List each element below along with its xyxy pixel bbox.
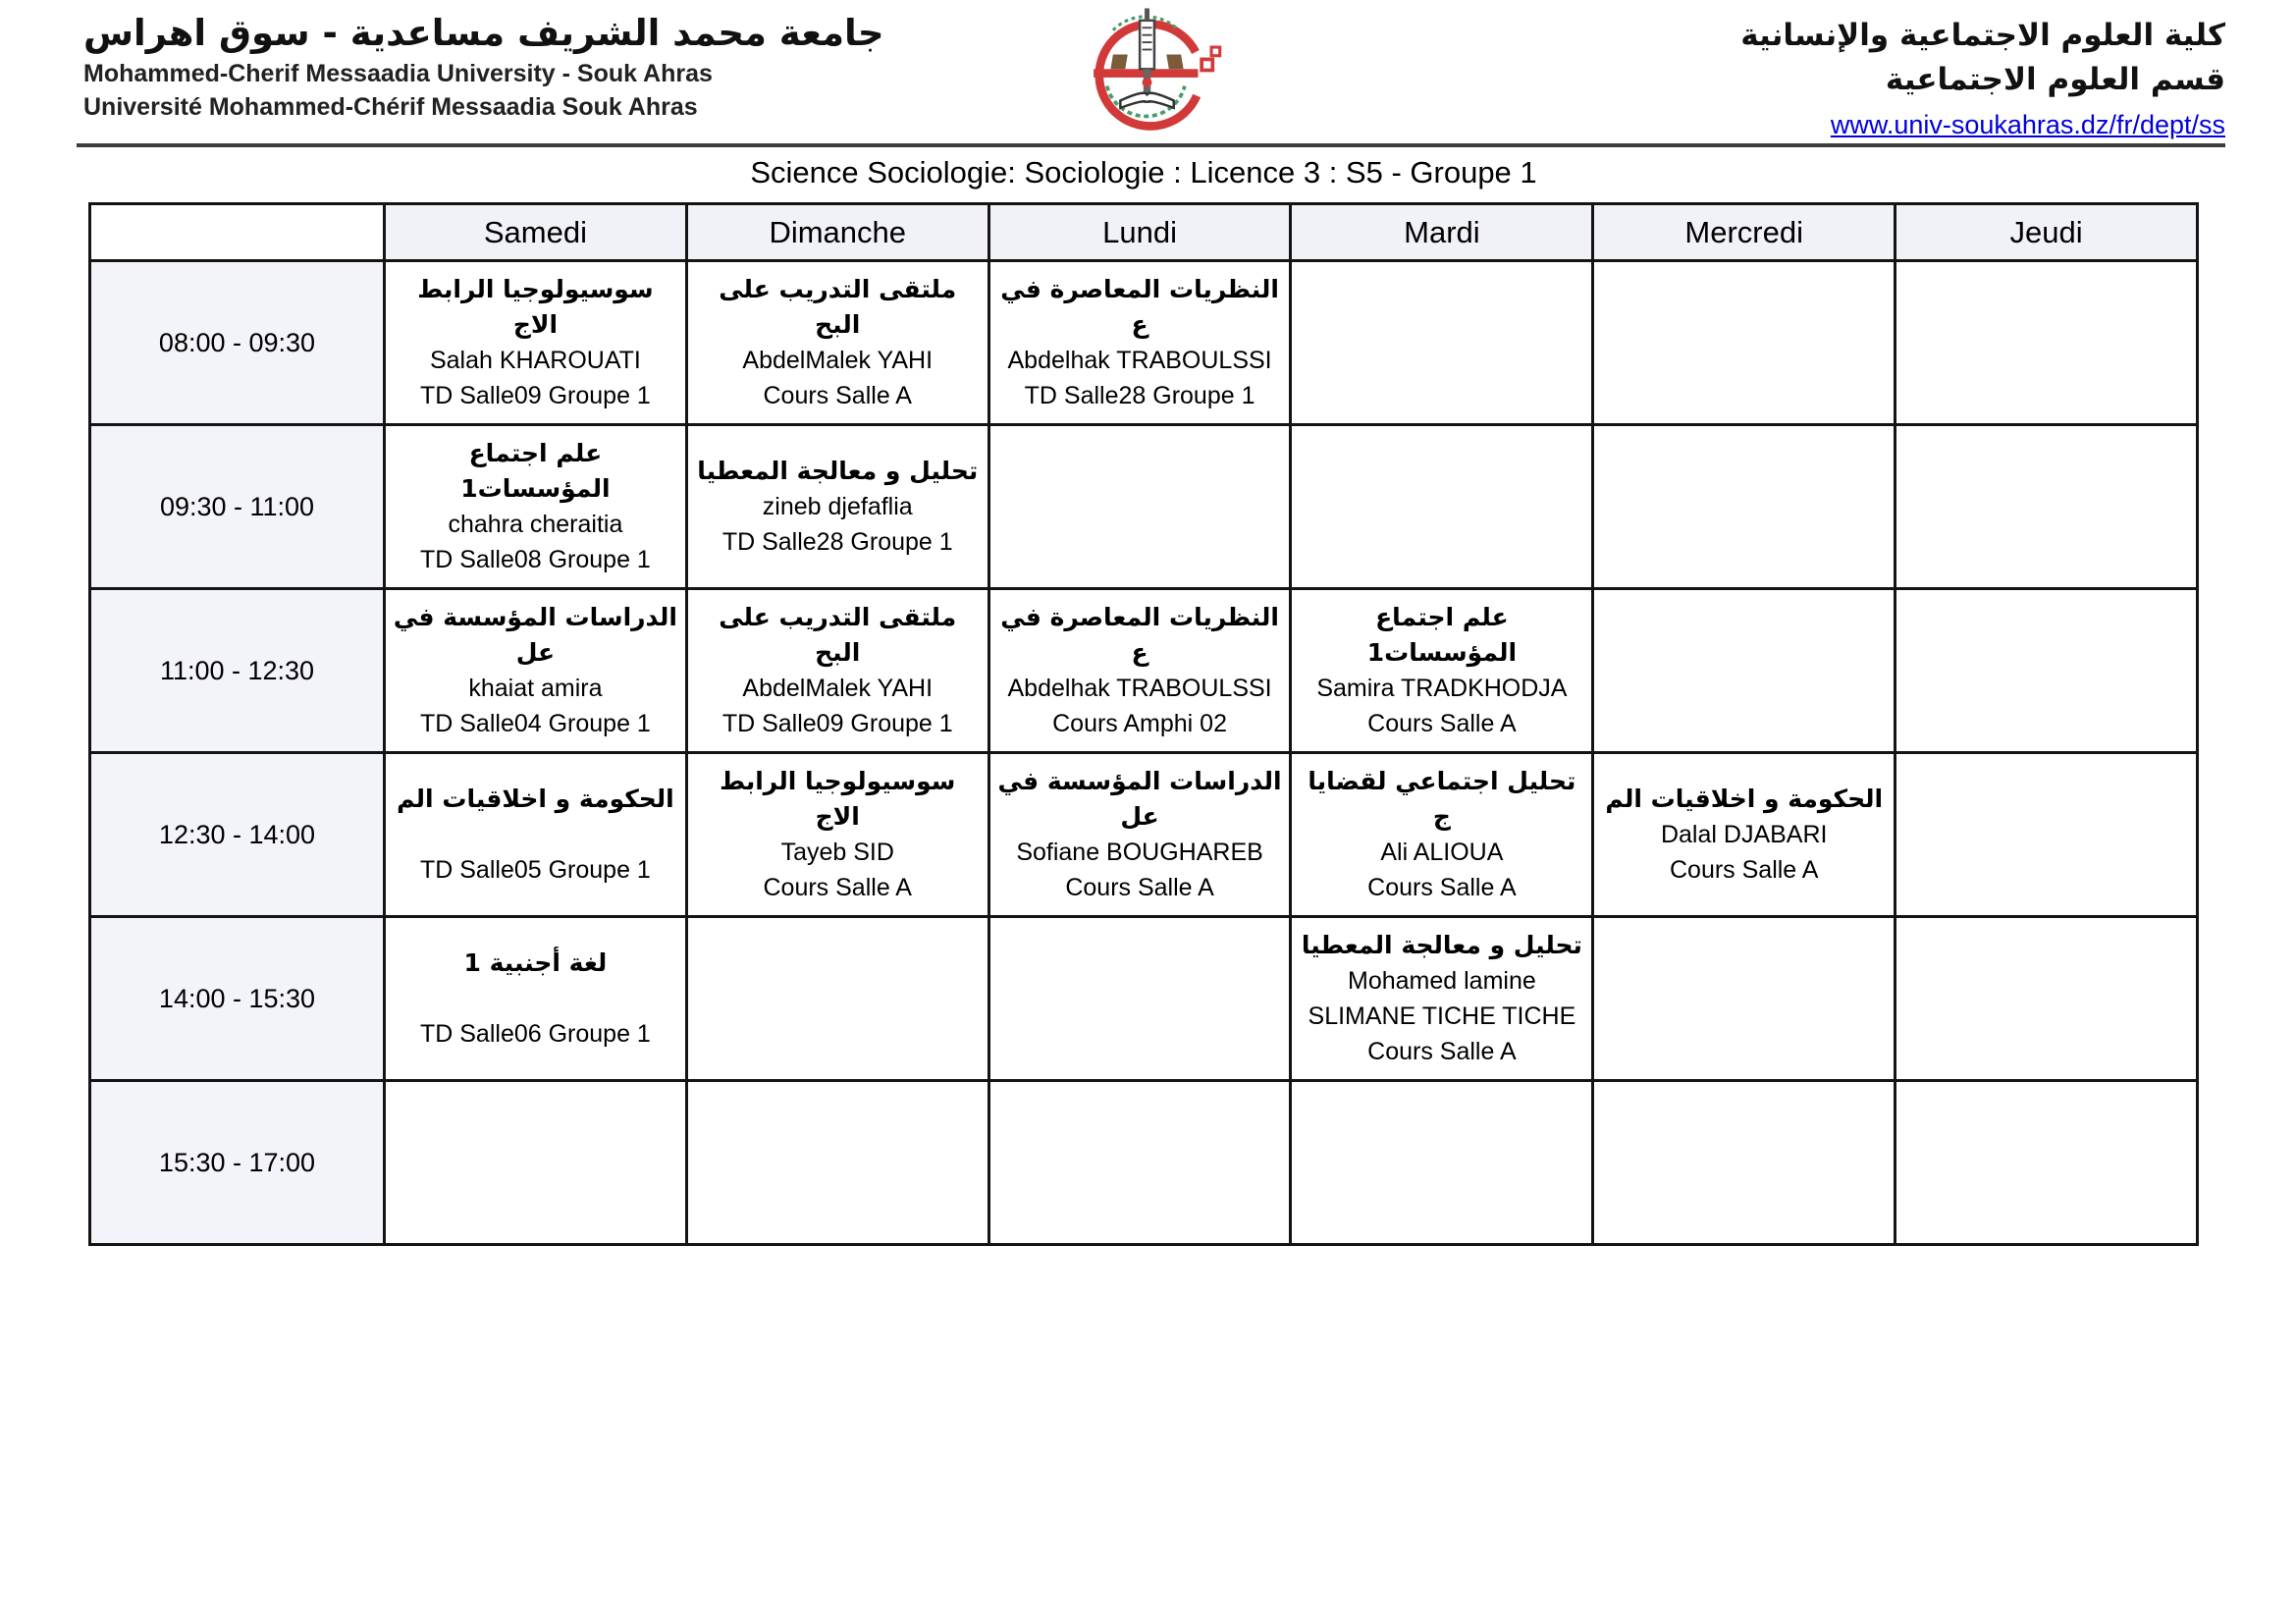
university-name-arabic: جامعة محمد الشريف مساعدية - سوق اهراس xyxy=(83,12,884,54)
timetable-cell-empty xyxy=(988,917,1291,1081)
timetable-row xyxy=(90,917,2198,1081)
timetable-cell-empty xyxy=(1291,425,1593,589)
course-location: TD Salle06 Groupe 1 xyxy=(419,1020,651,1048)
department-name-arabic: قسم العلوم الاجتماعية xyxy=(1885,62,2225,97)
course-teacher: Ali ALIOUA xyxy=(1380,839,1504,866)
course-teacher xyxy=(392,981,679,1016)
timetable-cell-empty xyxy=(1896,261,2198,425)
course-title: تحليل و معالجة المعطيا xyxy=(697,457,979,485)
timetable-cell xyxy=(385,261,687,425)
header-divider xyxy=(77,143,2225,147)
faculty-header-right xyxy=(1740,14,2225,140)
timetable-cell-empty xyxy=(988,1081,1291,1245)
course-teacher: Dalal DJABARI xyxy=(1660,821,1828,848)
timetable-cell-empty xyxy=(1896,917,2198,1081)
timetable-cell-empty xyxy=(1593,917,1896,1081)
course-location: TD Salle05 Groupe 1 xyxy=(419,856,651,884)
timetable-row xyxy=(90,261,2198,425)
course-location: Cours Salle A xyxy=(763,874,912,901)
course-teacher: AbdelMalek YAHI xyxy=(742,347,934,374)
course-title: تحليل و معالجة المعطيا xyxy=(1301,931,1582,959)
course-title: النظريات المعاصرة في ع xyxy=(1000,275,1279,339)
course-title: علم اجتماع المؤسسات1 xyxy=(1366,603,1518,667)
course-title: تحليل اجتماعي لقضايا ج xyxy=(1308,767,1576,831)
course-teacher: Abdelhak TRABOULSSI xyxy=(1007,675,1272,702)
course-title: الحكومة و اخلاقيات الم xyxy=(1605,785,1884,813)
time-slot: 08:00 - 09:30 xyxy=(90,261,385,425)
time-slot: 12:30 - 14:00 xyxy=(90,753,385,917)
timetable-cell-empty xyxy=(988,425,1291,589)
timetable-cell-empty xyxy=(686,917,988,1081)
course-title: الدراسات المؤسسة في عل xyxy=(997,767,1282,831)
course-title: ملتقى التدريب على البح xyxy=(719,603,957,667)
time-slot: 15:30 - 17:00 xyxy=(90,1081,385,1245)
course-teacher: Abdelhak TRABOULSSI xyxy=(1007,347,1272,374)
course-teacher: SLIMANE TICHE TICHE xyxy=(1308,1002,1576,1030)
course-location: Cours Salle A xyxy=(1065,874,1214,901)
course-teacher: Salah KHAROUATI xyxy=(429,347,641,374)
timetable-cell-empty xyxy=(1291,261,1593,425)
timetable-body xyxy=(90,261,2198,1245)
university-name-french: Université Mohammed-Chérif Messaadia Souk Ahras xyxy=(83,93,698,121)
course-teacher: Sofiane BOUGHAREB xyxy=(1016,839,1263,866)
timetable-cell xyxy=(385,589,687,753)
university-name-english: Mohammed-Cherif Messaadia University - Souk Ahras xyxy=(83,60,713,87)
day-header-samedi: Samedi xyxy=(385,204,687,261)
timetable-cell-empty xyxy=(1593,1081,1896,1245)
course-title: الحكومة و اخلاقيات الم xyxy=(397,785,674,813)
course-teacher: chahra cheraitia xyxy=(448,511,623,538)
timetable-row xyxy=(90,425,2198,589)
timetable-cell xyxy=(1291,917,1593,1081)
timetable-cell xyxy=(385,753,687,917)
day-header-dimanche: Dimanche xyxy=(686,204,988,261)
course-title: النظريات المعاصرة في ع xyxy=(1000,603,1279,667)
timetable-cell xyxy=(988,589,1291,753)
timetable-cell-empty xyxy=(1593,425,1896,589)
time-slot: 11:00 - 12:30 xyxy=(90,589,385,753)
timetable-cell xyxy=(385,917,687,1081)
course-teacher: AbdelMalek YAHI xyxy=(742,675,934,702)
course-location: TD Salle09 Groupe 1 xyxy=(721,710,953,737)
timetable-cell xyxy=(988,261,1291,425)
timetable-header xyxy=(90,204,2198,261)
course-location: Cours Salle A xyxy=(1367,710,1517,737)
timetable-cell-empty xyxy=(1896,753,2198,917)
timetable-cell-empty xyxy=(686,1081,988,1245)
timetable-row xyxy=(90,753,2198,917)
timetable-cell-empty xyxy=(1896,425,2198,589)
timetable xyxy=(88,202,2199,1246)
timetable-cell-empty xyxy=(385,1081,687,1245)
course-location: Cours Salle A xyxy=(1367,1038,1517,1065)
time-slot: 09:30 - 11:00 xyxy=(90,425,385,589)
timetable-cell xyxy=(686,261,988,425)
timetable-row xyxy=(90,589,2198,753)
day-header-mercredi: Mercredi xyxy=(1593,204,1896,261)
course-location: Cours Salle A xyxy=(1367,874,1517,901)
timetable-cell xyxy=(1593,753,1896,917)
timetable-cell-empty xyxy=(1896,589,2198,753)
timetable-cell-empty xyxy=(1593,589,1896,753)
course-teacher: Mohamed lamine xyxy=(1348,967,1536,995)
university-logo xyxy=(1073,6,1226,139)
course-title: علم اجتماع المؤسسات1 xyxy=(460,439,611,503)
course-teacher xyxy=(392,817,679,852)
course-title: ملتقى التدريب على البح xyxy=(719,275,957,339)
corner-cell xyxy=(90,204,385,261)
day-header-jeudi: Jeudi xyxy=(1896,204,2198,261)
course-location: TD Salle08 Groupe 1 xyxy=(419,546,651,573)
timetable-cell xyxy=(1291,753,1593,917)
day-header-lundi: Lundi xyxy=(988,204,1291,261)
course-location: Cours Salle A xyxy=(763,382,912,409)
timetable-cell xyxy=(686,589,988,753)
course-location: TD Salle28 Groupe 1 xyxy=(721,528,953,556)
day-header-row xyxy=(90,204,2198,261)
timetable-row xyxy=(90,1081,2198,1245)
course-teacher: khaiat amira xyxy=(468,675,603,702)
page-title: Science Sociologie: Sociologie : Licence 3 : S5 - Groupe 1 xyxy=(750,155,1537,189)
course-teacher: Tayeb SID xyxy=(780,839,894,866)
course-location: TD Salle04 Groupe 1 xyxy=(419,710,651,737)
course-title: سوسيولوجيا الرابط الاج xyxy=(417,275,654,339)
faculty-name-arabic: كلية العلوم الاجتماعية والإنسانية xyxy=(1740,18,2225,53)
course-teacher: Samira TRADKHODJA xyxy=(1316,675,1568,702)
timetable-cell-empty xyxy=(1896,1081,2198,1245)
course-title: لغة أجنبية 1 xyxy=(463,948,608,977)
timetable-cell xyxy=(1291,589,1593,753)
course-teacher: zineb djefaflia xyxy=(762,493,913,520)
timetable-cell xyxy=(686,425,988,589)
timetable-cell-empty xyxy=(1291,1081,1593,1245)
timetable-cell xyxy=(686,753,988,917)
timetable-cell xyxy=(988,753,1291,917)
course-location: Cours Salle A xyxy=(1669,856,1819,884)
course-location: TD Salle09 Groupe 1 xyxy=(419,382,651,409)
department-url-link[interactable]: www.univ-soukahras.dz/fr/dept/ss xyxy=(1830,110,2225,139)
time-slot: 14:00 - 15:30 xyxy=(90,917,385,1081)
timetable-cell xyxy=(385,425,687,589)
university-header-left xyxy=(83,10,884,124)
university-emblem-icon xyxy=(1073,6,1226,139)
course-title: سوسيولوجيا الرابط الاج xyxy=(720,767,956,831)
timetable-cell-empty xyxy=(1593,261,1896,425)
course-location: TD Salle28 Groupe 1 xyxy=(1024,382,1255,409)
course-title: الدراسات المؤسسة في عل xyxy=(393,603,677,667)
day-header-mardi: Mardi xyxy=(1291,204,1593,261)
course-location: Cours Amphi 02 xyxy=(1052,710,1227,737)
